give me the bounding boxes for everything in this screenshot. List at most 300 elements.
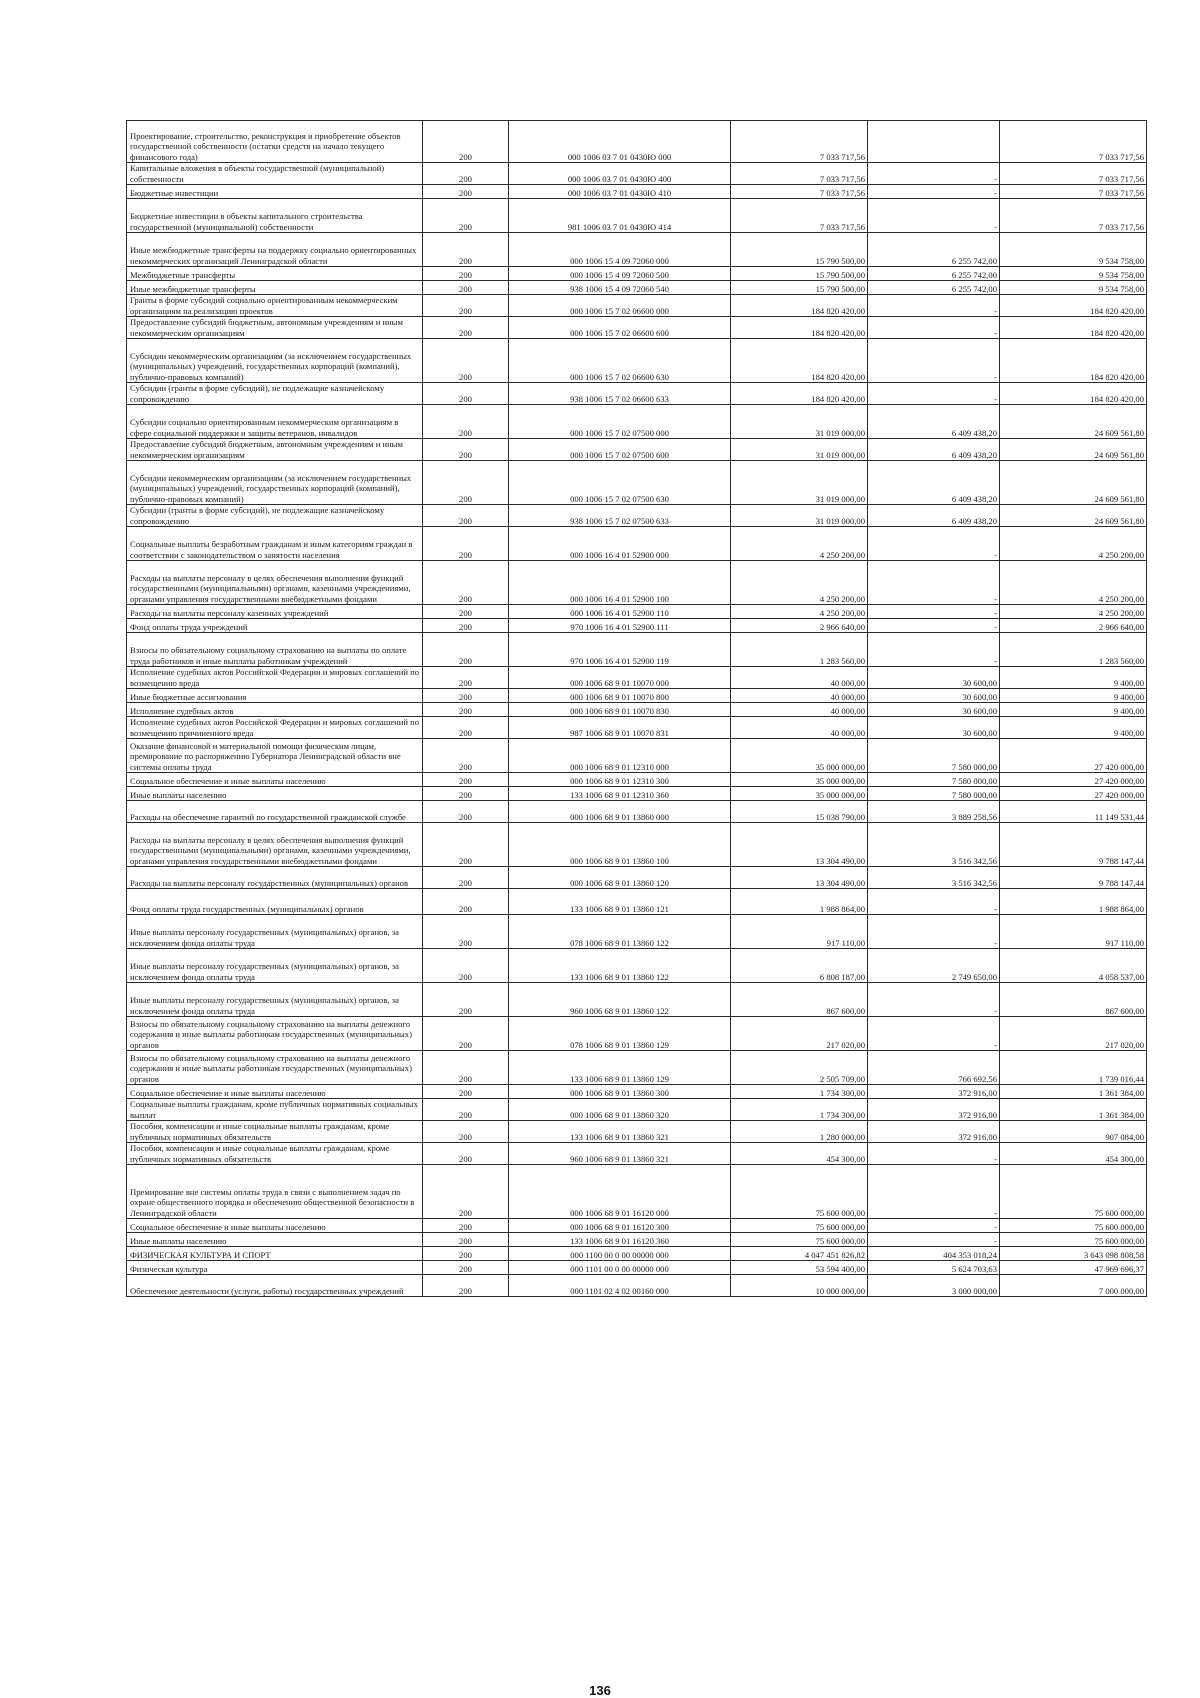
row-executed-amount: 30 600,00 [868,667,1000,689]
row-budget-code: 000 1006 68 9 01 16120 000 [509,1165,731,1219]
table-row [127,163,1147,185]
table-row [127,405,1147,439]
row-line-code: 200 [423,339,509,383]
row-unexecuted-amount: 2 966 640,00 [1000,619,1147,633]
row-approved-amount: 2 966 640,00 [731,619,868,633]
row-approved-amount: 7 033 717,56 [731,185,868,199]
row-approved-amount: 184 820 420,00 [731,383,868,405]
row-name: Бюджетные инвестиции [127,185,423,199]
table-row [127,983,1147,1017]
row-name: ФИЗИЧЕСКАЯ КУЛЬТУРА И СПОРТ [127,1247,423,1261]
row-name: Взносы по обязательному социальному страхованию на выплаты денежного содержания и иные выплаты работникам государственных (муниципальных) органов [127,1051,423,1085]
row-unexecuted-amount: 907 084,00 [1000,1121,1147,1143]
row-approved-amount: 4 250 200,00 [731,605,868,619]
row-name: Взносы по обязательному социальному страхованию на выплаты денежного содержания и иные выплаты работникам государственных (муниципальных) органов [127,1017,423,1051]
row-unexecuted-amount: 7 033 717,56 [1000,185,1147,199]
row-line-code: 200 [423,1219,509,1233]
row-line-code: 200 [423,1261,509,1275]
row-approved-amount: 1 734 300,00 [731,1099,868,1121]
row-approved-amount: 10 000 000,00 [731,1275,868,1297]
row-unexecuted-amount: 1 283 560,00 [1000,633,1147,667]
row-executed-amount: 3 889 258,56 [868,801,1000,823]
row-line-code: 200 [423,1275,509,1297]
row-budget-code: 133 1006 68 9 01 16120 360 [509,1233,731,1247]
row-budget-code: 000 1006 16 4 01 52900 100 [509,561,731,605]
row-approved-amount: 35 000 000,00 [731,773,868,787]
row-budget-code: 000 1006 68 9 01 10070 830 [509,703,731,717]
row-name: Иные выплаты персоналу государственных (муниципальных) органов, за исключением фонда оплаты труда [127,983,423,1017]
row-executed-amount: - [868,295,1000,317]
row-approved-amount: 1 734 300,00 [731,1085,868,1099]
row-line-code: 200 [423,983,509,1017]
row-name: Иные выплаты персоналу государственных (муниципальных) органов, за исключением фонда оплаты труда [127,915,423,949]
table-row [127,1275,1147,1297]
row-unexecuted-amount: 184 820 420,00 [1000,383,1147,405]
row-approved-amount: 40 000,00 [731,717,868,739]
row-approved-amount: 75 600 000,00 [731,1219,868,1233]
table-row [127,667,1147,689]
row-unexecuted-amount: 9 400,00 [1000,717,1147,739]
row-approved-amount: 13 304 490,00 [731,867,868,889]
row-name: Расходы на выплаты персоналу в целях обеспечения выполнения функций государственными (муниципальными) органами, казенными учреждениями, органами управления государственными внебюджетными фондами [127,823,423,867]
row-line-code: 200 [423,1099,509,1121]
table-row [127,949,1147,983]
row-unexecuted-amount: 9 400,00 [1000,667,1147,689]
row-budget-code: 000 1006 15 7 02 07500 630 [509,461,731,505]
row-unexecuted-amount: 27 420 000,00 [1000,787,1147,801]
row-unexecuted-amount: 1 361 384,00 [1000,1099,1147,1121]
row-budget-code: 000 1006 68 9 01 13860 120 [509,867,731,889]
row-unexecuted-amount: 454 300,00 [1000,1143,1147,1165]
row-unexecuted-amount: 184 820 420,00 [1000,295,1147,317]
row-budget-code: 000 1006 03 7 01 0430Ю 400 [509,163,731,185]
row-line-code: 200 [423,1143,509,1165]
row-line-code: 200 [423,439,509,461]
row-budget-code: 938 1006 15 7 02 06600 633 [509,383,731,405]
row-budget-code: 000 1101 02 4 02 00160 000 [509,1275,731,1297]
row-line-code: 200 [423,461,509,505]
row-name: Капитальные вложения в объекты государственной (муниципальной) собственности [127,163,423,185]
row-unexecuted-amount: 27 420 000,00 [1000,739,1147,773]
row-unexecuted-amount: 24 609 561,80 [1000,461,1147,505]
row-name: Бюджетные инвестиции в объекты капитального строительства государственной (муниципальной) собственности [127,199,423,233]
row-executed-amount: 766 692,56 [868,1051,1000,1085]
row-executed-amount: 372 916,00 [868,1121,1000,1143]
row-unexecuted-amount: 24 609 561,80 [1000,505,1147,527]
table-row [127,1085,1147,1099]
row-line-code: 200 [423,185,509,199]
table-row [127,295,1147,317]
row-budget-code: 000 1100 00 0 00 00000 000 [509,1247,731,1261]
row-executed-amount: 7 580 000,00 [868,773,1000,787]
row-executed-amount: - [868,889,1000,915]
row-name: Субсидии некоммерческим организациям (за исключением государственных (муниципальных) учреждений, государственных корпораций (компаний), публично-правовых компаний) [127,461,423,505]
row-budget-code: 000 1006 15 7 02 06600 000 [509,295,731,317]
row-approved-amount: 1 988 864,00 [731,889,868,915]
row-line-code: 200 [423,619,509,633]
row-line-code: 200 [423,787,509,801]
row-unexecuted-amount: 1 361 384,00 [1000,1085,1147,1099]
row-unexecuted-amount: 75 600 000,00 [1000,1233,1147,1247]
table-row [127,505,1147,527]
row-unexecuted-amount: 4 250 200,00 [1000,561,1147,605]
row-name: Социальное обеспечение и иные выплаты населению [127,773,423,787]
row-approved-amount: 75 600 000,00 [731,1165,868,1219]
row-executed-amount: 5 624 703,63 [868,1261,1000,1275]
row-unexecuted-amount: 9 534 758,00 [1000,267,1147,281]
row-unexecuted-amount: 917 110,00 [1000,915,1147,949]
row-line-code: 200 [423,295,509,317]
table-row [127,787,1147,801]
row-name: Расходы на выплаты персоналу казенных учреждений [127,605,423,619]
row-name: Иные выплаты персоналу государственных (муниципальных) органов, за исключением фонда оплаты труда [127,949,423,983]
row-unexecuted-amount: 75 600 000,00 [1000,1219,1147,1233]
row-budget-code: 970 1006 16 4 01 52900 111 [509,619,731,633]
table-row [127,703,1147,717]
row-budget-code: 000 1006 15 7 02 06600 600 [509,317,731,339]
row-name: Пособия, компенсации и иные социальные выплаты гражданам, кроме публичных нормативных обязательств [127,1143,423,1165]
table-row [127,1099,1147,1121]
row-executed-amount: 6 409 438,20 [868,505,1000,527]
table-row [127,281,1147,295]
row-budget-code: 000 1006 03 7 01 0430Ю 410 [509,185,731,199]
row-unexecuted-amount: 867 600,00 [1000,983,1147,1017]
row-unexecuted-amount: 9 534 758,00 [1000,281,1147,295]
row-unexecuted-amount: 24 609 561,80 [1000,439,1147,461]
table-row [127,461,1147,505]
table-row [127,1165,1147,1219]
row-line-code: 200 [423,717,509,739]
table-row [127,1143,1147,1165]
row-approved-amount: 454 300,00 [731,1143,868,1165]
row-approved-amount: 2 505 709,00 [731,1051,868,1085]
table-row [127,185,1147,199]
table-row [127,823,1147,867]
row-line-code: 200 [423,823,509,867]
row-approved-amount: 7 033 717,56 [731,163,868,185]
row-budget-code: 000 1006 16 4 01 52900 110 [509,605,731,619]
row-name: Физическая культура [127,1261,423,1275]
row-line-code: 200 [423,739,509,773]
table-row [127,267,1147,281]
row-budget-code: 078 1006 68 9 01 13860 122 [509,915,731,949]
row-unexecuted-amount: 7 033 717,56 [1000,121,1147,163]
table-row [127,1121,1147,1143]
row-approved-amount: 31 019 000,00 [731,439,868,461]
row-executed-amount: 3 516 342,56 [868,867,1000,889]
row-executed-amount: 6 255 742,00 [868,281,1000,295]
row-budget-code: 000 1006 03 7 01 0430Ю 000 [509,121,731,163]
row-budget-code: 000 1006 68 9 01 10070 800 [509,689,731,703]
table-row [127,1247,1147,1261]
row-name: Пособия, компенсации и иные социальные выплаты гражданам, кроме публичных нормативных обязательств [127,1121,423,1143]
table-row [127,199,1147,233]
row-name: Иные бюджетные ассигнования [127,689,423,703]
row-name: Иные выплаты населению [127,787,423,801]
table-row [127,317,1147,339]
row-unexecuted-amount: 9 400,00 [1000,703,1147,717]
row-approved-amount: 1 283 560,00 [731,633,868,667]
row-budget-code: 960 1006 68 9 01 13860 321 [509,1143,731,1165]
row-line-code: 200 [423,1051,509,1085]
row-executed-amount: 30 600,00 [868,689,1000,703]
row-executed-amount: - [868,605,1000,619]
row-executed-amount: 2 749 650,00 [868,949,1000,983]
row-executed-amount: 372 916,00 [868,1085,1000,1099]
row-executed-amount: - [868,1017,1000,1051]
row-approved-amount: 40 000,00 [731,667,868,689]
row-approved-amount: 35 000 000,00 [731,739,868,773]
row-name: Субсидии социально ориентированным некоммерческим организациям в сфере социальной поддержки и защиты ветеранов, инвалидов [127,405,423,439]
row-unexecuted-amount: 9 788 147,44 [1000,867,1147,889]
row-executed-amount: 6 409 438,20 [868,439,1000,461]
table-row [127,1017,1147,1051]
row-name: Фонд оплаты труда учреждений [127,619,423,633]
row-line-code: 200 [423,1085,509,1099]
row-budget-code: 938 1006 15 7 02 07500 633 [509,505,731,527]
row-budget-code: 000 1006 68 9 01 13860 100 [509,823,731,867]
row-approved-amount: 40 000,00 [731,703,868,717]
row-budget-code: 000 1006 15 7 02 07500 000 [509,405,731,439]
row-budget-code: 000 1101 00 0 00 00000 000 [509,1261,731,1275]
table-row [127,561,1147,605]
row-line-code: 200 [423,561,509,605]
row-unexecuted-amount: 11 149 531,44 [1000,801,1147,823]
row-unexecuted-amount: 9 788 147,44 [1000,823,1147,867]
row-approved-amount: 75 600 000,00 [731,1233,868,1247]
row-name: Субсидии (гранты в форме субсидий), не подлежащие казначейскому сопровождению [127,505,423,527]
table-row [127,1051,1147,1085]
row-name: Иные выплаты населению [127,1233,423,1247]
row-line-code: 200 [423,633,509,667]
row-executed-amount: - [868,983,1000,1017]
row-executed-amount: - [868,185,1000,199]
row-approved-amount: 6 808 187,00 [731,949,868,983]
row-executed-amount [868,121,1000,163]
row-line-code: 200 [423,267,509,281]
table-row [127,605,1147,619]
row-budget-code: 981 1006 03 7 01 0430Ю 414 [509,199,731,233]
row-budget-code: 000 1006 68 9 01 13860 000 [509,801,731,823]
row-line-code: 200 [423,915,509,949]
row-unexecuted-amount: 7 033 717,56 [1000,199,1147,233]
row-line-code: 200 [423,801,509,823]
row-line-code: 200 [423,773,509,787]
row-unexecuted-amount: 47 969 696,37 [1000,1261,1147,1275]
row-approved-amount: 15 790 500,00 [731,281,868,295]
row-executed-amount: 404 353 018,24 [868,1247,1000,1261]
row-line-code: 200 [423,667,509,689]
table-row [127,1261,1147,1275]
row-approved-amount: 15 038 790,00 [731,801,868,823]
row-approved-amount: 35 000 000,00 [731,787,868,801]
table-row [127,619,1147,633]
row-approved-amount: 7 033 717,56 [731,121,868,163]
row-executed-amount: - [868,633,1000,667]
row-budget-code: 000 1006 68 9 01 13860 300 [509,1085,731,1099]
row-name: Премирование вне системы оплаты труда в связи с выполнением задач по охране общественного порядка и обеспечению общественной безопасности в Ленинградской области [127,1165,423,1219]
row-budget-code: 000 1006 68 9 01 10070 000 [509,667,731,689]
row-name: Межбюджетные трансферты [127,267,423,281]
row-budget-code: 000 1006 15 4 09 72060 000 [509,233,731,267]
row-line-code: 200 [423,605,509,619]
row-approved-amount: 31 019 000,00 [731,505,868,527]
row-approved-amount: 1 280 000,00 [731,1121,868,1143]
row-line-code: 200 [423,1247,509,1261]
row-executed-amount: 30 600,00 [868,717,1000,739]
row-executed-amount: - [868,1143,1000,1165]
row-name: Социальное обеспечение и иные выплаты населению [127,1085,423,1099]
row-line-code: 200 [423,505,509,527]
table-row [127,717,1147,739]
row-unexecuted-amount: 24 609 561,80 [1000,405,1147,439]
row-executed-amount: 372 916,00 [868,1099,1000,1121]
row-approved-amount: 184 820 420,00 [731,339,868,383]
row-name: Исполнение судебных актов Российской Федерации и мировых соглашений по возмещению причиненного вреда [127,717,423,739]
table-row [127,439,1147,461]
row-executed-amount: - [868,1219,1000,1233]
row-executed-amount: - [868,317,1000,339]
row-approved-amount: 184 820 420,00 [731,295,868,317]
row-name: Проектирование, строительство, реконструкция и приобретение объектов государственной собственности (остатки средств на начало текущего финансового года) [127,121,423,163]
row-executed-amount: - [868,1233,1000,1247]
row-line-code: 200 [423,317,509,339]
row-name: Иные межбюджетные трансферты [127,281,423,295]
row-executed-amount: 7 580 000,00 [868,787,1000,801]
row-name: Расходы на выплаты персоналу государственных (муниципальных) органов [127,867,423,889]
table-row [127,889,1147,915]
row-budget-code: 970 1006 16 4 01 52900 119 [509,633,731,667]
row-executed-amount: 7 580 000,00 [868,739,1000,773]
table-row [127,915,1147,949]
row-budget-code: 938 1006 15 4 09 72060 540 [509,281,731,295]
row-name: Гранты в форме субсидий социально ориентированным некоммерческим организациям на реализацию проектов [127,295,423,317]
row-budget-code: 078 1006 68 9 01 13860 129 [509,1017,731,1051]
row-unexecuted-amount: 3 643 098 808,58 [1000,1247,1147,1261]
row-approved-amount: 15 790 500,00 [731,233,868,267]
row-line-code: 200 [423,1121,509,1143]
row-line-code: 200 [423,1233,509,1247]
row-line-code: 200 [423,1017,509,1051]
row-line-code: 200 [423,383,509,405]
row-line-code: 200 [423,163,509,185]
row-approved-amount: 4 250 200,00 [731,561,868,605]
row-name: Предоставление субсидий бюджетным, автономным учреждениям и иным некоммерческим организациям [127,439,423,461]
row-executed-amount: 3 516 342,56 [868,823,1000,867]
row-budget-code: 133 1006 68 9 01 13860 121 [509,889,731,915]
table-row [127,1219,1147,1233]
row-executed-amount: - [868,163,1000,185]
table-row [127,867,1147,889]
table-row [127,739,1147,773]
row-executed-amount: - [868,527,1000,561]
table-row [127,233,1147,267]
row-budget-code: 000 1006 16 4 01 52900 000 [509,527,731,561]
row-name: Предоставление субсидий бюджетным, автономным учреждениям и иным некоммерческим организациям [127,317,423,339]
row-unexecuted-amount: 184 820 420,00 [1000,339,1147,383]
row-approved-amount: 31 019 000,00 [731,405,868,439]
row-approved-amount: 184 820 420,00 [731,317,868,339]
row-line-code: 200 [423,889,509,915]
row-budget-code: 133 1006 68 9 01 13860 129 [509,1051,731,1085]
row-executed-amount: 6 255 742,00 [868,233,1000,267]
row-line-code: 200 [423,1165,509,1219]
row-unexecuted-amount: 217 020,00 [1000,1017,1147,1051]
row-budget-code: 000 1006 15 7 02 07500 600 [509,439,731,461]
row-name: Исполнение судебных актов Российской Федерации и мировых соглашений по возмещению вреда [127,667,423,689]
row-name: Социальные выплаты безработным гражданам и иным категориям граждан в соответствии с законодательством о занятости населения [127,527,423,561]
row-name: Иные межбюджетные трансферты на поддержку социально ориентированных некоммерческих организаций Ленинградской области [127,233,423,267]
row-budget-code: 000 1006 68 9 01 13860 320 [509,1099,731,1121]
row-unexecuted-amount: 9 400,00 [1000,689,1147,703]
row-name: Фонд оплаты труда государственных (муниципальных) органов [127,889,423,915]
row-approved-amount: 217 020,00 [731,1017,868,1051]
row-approved-amount: 4 250 200,00 [731,527,868,561]
row-line-code: 200 [423,281,509,295]
row-unexecuted-amount: 27 420 000,00 [1000,773,1147,787]
table-row [127,527,1147,561]
row-line-code: 200 [423,867,509,889]
row-unexecuted-amount: 7 000 000,00 [1000,1275,1147,1297]
row-line-code: 200 [423,121,509,163]
row-unexecuted-amount: 4 250 200,00 [1000,527,1147,561]
row-approved-amount: 7 033 717,56 [731,199,868,233]
row-unexecuted-amount: 7 033 717,56 [1000,163,1147,185]
row-name: Обеспечение деятельности (услуги, работы) государственных учреждений [127,1275,423,1297]
row-budget-code: 000 1006 68 9 01 12310 300 [509,773,731,787]
table-row [127,121,1147,163]
row-unexecuted-amount: 1 988 864,00 [1000,889,1147,915]
row-budget-code: 000 1006 15 7 02 06600 630 [509,339,731,383]
row-name: Расходы на выплаты персоналу в целях обеспечения выполнения функций государственными (муниципальными) органами, казенными учреждениями, органами управления государственными внебюджетными фондами [127,561,423,605]
page-number: 136 [589,1683,611,1698]
table-row [127,689,1147,703]
row-name: Социальные выплаты гражданам, кроме публичных нормативных социальных выплат [127,1099,423,1121]
row-executed-amount: 6 409 438,20 [868,461,1000,505]
row-line-code: 200 [423,405,509,439]
row-approved-amount: 4 047 451 826,82 [731,1247,868,1261]
row-executed-amount: - [868,619,1000,633]
table-body [127,121,1147,1297]
row-unexecuted-amount: 4 058 537,00 [1000,949,1147,983]
row-executed-amount: - [868,199,1000,233]
row-unexecuted-amount: 9 534 758,00 [1000,233,1147,267]
row-approved-amount: 917 110,00 [731,915,868,949]
row-executed-amount: 6 409 438,20 [868,405,1000,439]
row-budget-code: 133 1006 68 9 01 13860 321 [509,1121,731,1143]
row-executed-amount: - [868,383,1000,405]
row-executed-amount: - [868,1165,1000,1219]
row-executed-amount: 6 255 742,00 [868,267,1000,281]
row-name: Субсидии некоммерческим организациям (за исключением государственных (муниципальных) учреждений, государственных корпораций (компаний), публично-правовых компаний) [127,339,423,383]
row-budget-code: 000 1006 68 9 01 12310 000 [509,739,731,773]
row-line-code: 200 [423,233,509,267]
row-executed-amount: 30 600,00 [868,703,1000,717]
row-line-code: 200 [423,703,509,717]
row-name: Социальное обеспечение и иные выплаты населению [127,1219,423,1233]
table-row [127,801,1147,823]
row-approved-amount: 53 594 400,00 [731,1261,868,1275]
row-name: Оказание финансовой и материальной помощи физическим лицам, премирование по распоряжению Губернатора Ленинградской области вне системы оплаты труда [127,739,423,773]
row-executed-amount: - [868,915,1000,949]
table-row [127,1233,1147,1247]
row-line-code: 200 [423,527,509,561]
row-budget-code: 000 1006 68 9 01 16120 300 [509,1219,731,1233]
row-line-code: 200 [423,949,509,983]
row-name: Взносы по обязательному социальному страхованию на выплаты по оплате труда работников и иные выплаты работникам учреждений [127,633,423,667]
row-executed-amount: 3 000 000,00 [868,1275,1000,1297]
row-approved-amount: 867 600,00 [731,983,868,1017]
